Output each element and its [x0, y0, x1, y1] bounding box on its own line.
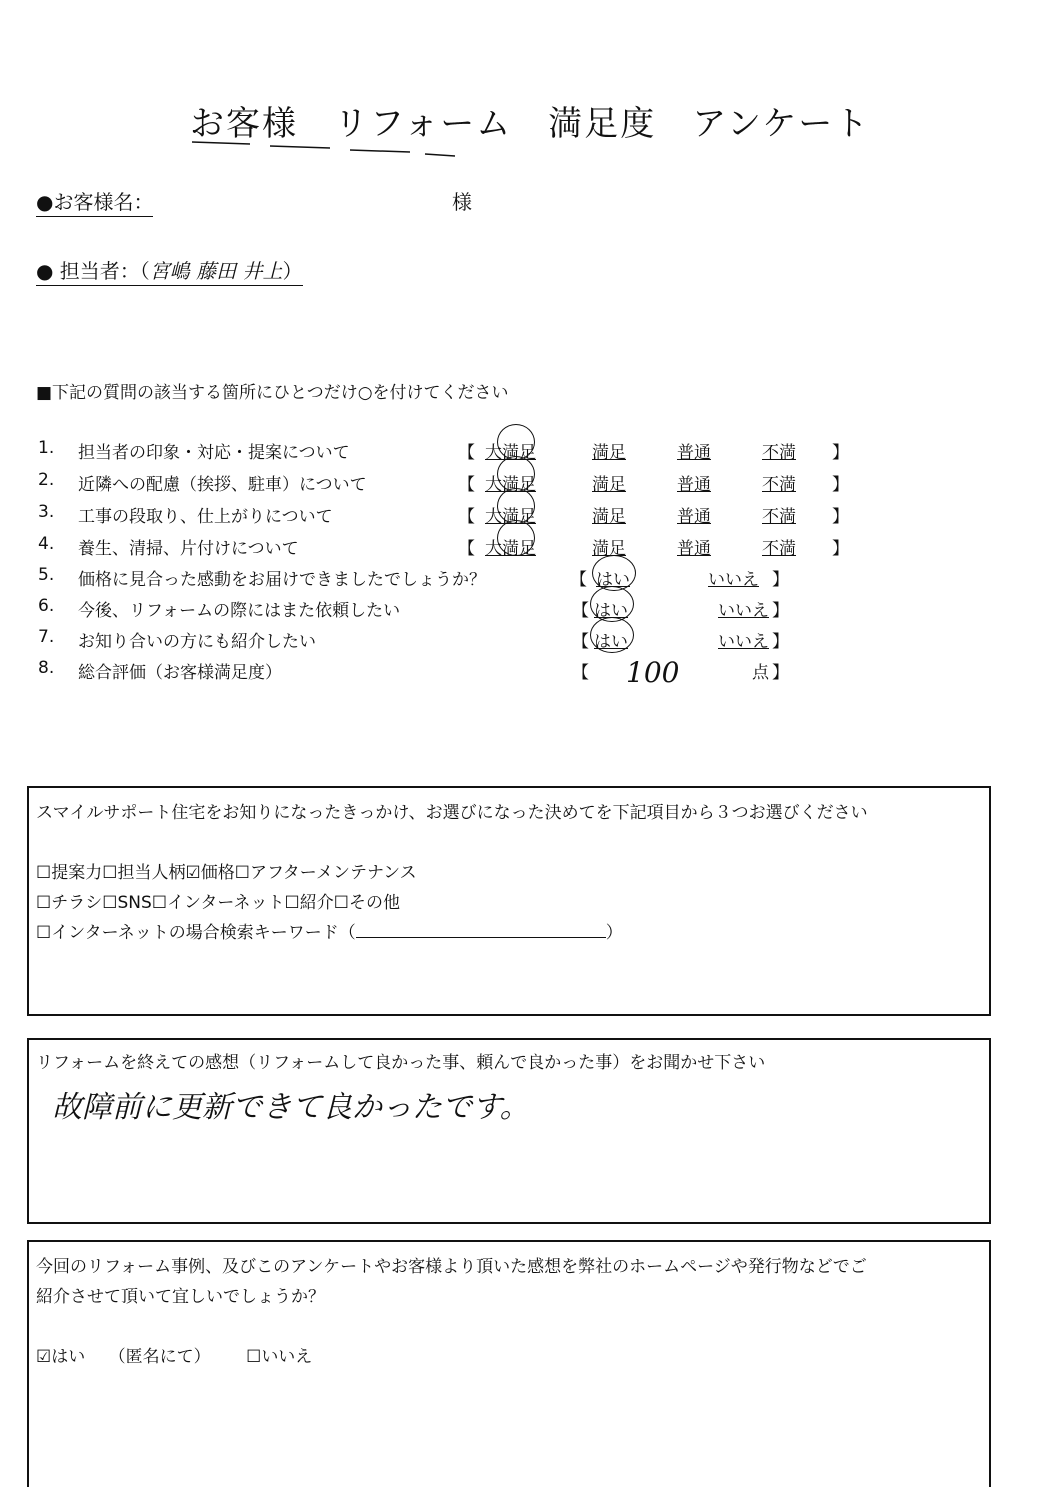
question-6-number: 6. — [38, 596, 55, 616]
keyword-label: インターネットの場合検索キーワード（ — [51, 923, 356, 943]
question-5-text: 価格に見合った感動をお届けできましたでしょうか？ — [78, 570, 486, 590]
staff-close: ） — [282, 259, 303, 283]
score-value: 100 — [626, 656, 680, 689]
question-3-option-2[interactable]: 満足 — [592, 507, 626, 527]
source-row2-checkbox-3[interactable]: ☐ — [151, 893, 168, 913]
source-row1-label-4: アフターメンテナンス — [250, 863, 417, 883]
question-2-number: 2. — [38, 470, 55, 490]
question-1-option-4[interactable]: 不満 — [762, 443, 796, 463]
question-3-selected-circle — [497, 488, 535, 524]
question-5-bracket-open: 【 — [570, 570, 587, 590]
question-2-option-3[interactable]: 普通 — [677, 475, 711, 495]
source-row1-checkbox-1[interactable]: ☐ — [36, 863, 52, 883]
source-options-row1 — [36, 858, 417, 883]
source-row2-checkbox-1[interactable]: ☐ — [36, 893, 52, 913]
question-3-bracket-open: 【 — [458, 507, 475, 527]
source-options-row2 — [36, 888, 400, 913]
question-1-option-3[interactable]: 普通 — [677, 443, 711, 463]
permission-heading-line2: 紹介させて頂いて宜しいでしょうか？ — [36, 1287, 325, 1307]
question-2-bracket-close: 】 — [832, 475, 849, 495]
question-2-text: 近隣への配慮（挨拶、駐車）について — [78, 475, 367, 495]
question-3-number: 3. — [38, 502, 55, 522]
question-7-text: お知り合いの方にも紹介したい — [78, 632, 316, 652]
customer-suffix: 様 — [452, 190, 472, 214]
question-1-bracket-close: 】 — [832, 443, 849, 463]
question-8-text: 総合評価（お客様満足度） — [78, 663, 282, 683]
source-row2-label-1: チラシ — [51, 893, 103, 913]
source-row1-checkbox-3[interactable]: ☑ — [185, 863, 201, 883]
permission-no-checkbox[interactable]: ☐ — [246, 1347, 262, 1367]
permission-options — [36, 1342, 312, 1367]
question-2-option-4[interactable]: 不満 — [762, 475, 796, 495]
question-3-text: 工事の段取り、仕上がりについて — [78, 507, 333, 527]
staff-field — [36, 255, 303, 284]
keyword-row — [36, 918, 623, 943]
question-6-option-yes[interactable]: はい — [594, 601, 628, 621]
permission-yes-label: はい — [51, 1347, 86, 1367]
question-7-option-no[interactable]: いいえ — [718, 632, 769, 652]
customer-name-label: ●お客様名： — [36, 190, 153, 217]
impression-answer: 故障前に更新できて良かったです。 — [52, 1090, 530, 1125]
source-row2-label-2: SNS — [117, 893, 152, 913]
question-4-number: 4. — [38, 534, 55, 554]
source-row2-checkbox-2[interactable]: ☐ — [102, 893, 118, 913]
question-4-bracket-close: 】 — [832, 539, 849, 559]
question-1-number: 1. — [38, 438, 55, 458]
question-2-selected-circle — [497, 456, 535, 492]
question-1-selected-circle — [497, 424, 535, 460]
customer-name-field — [36, 186, 153, 215]
question-7-bracket-open: 【 — [572, 632, 589, 652]
staff-label: ● 担当者：（ — [36, 259, 150, 283]
question-5-option-yes[interactable]: はい — [596, 570, 630, 590]
source-row1-label-3: 価格 — [200, 863, 235, 883]
source-row2-label-5: その他 — [349, 893, 401, 913]
permission-heading-line1: 今回のリフォーム事例、及びこのアンケートやお客様より頂いた感想を弊社のホームページや発行物などでご — [36, 1257, 867, 1277]
question-4-option-1[interactable]: 大満足 — [485, 539, 536, 559]
page-title: お客様 リフォーム 満足度 アンケート — [190, 104, 871, 144]
source-row1-checkbox-4[interactable]: ☐ — [234, 863, 250, 883]
question-5-bracket-close: 】 — [772, 570, 789, 590]
permission-yes-checkbox[interactable]: ☑ — [36, 1347, 52, 1367]
question-7-bracket-close: 】 — [772, 632, 789, 652]
question-8-number: 8. — [38, 658, 55, 678]
question-8-bracket-open: 【 — [572, 663, 589, 683]
question-4-option-2[interactable]: 満足 — [592, 539, 626, 559]
question-5-number: 5. — [38, 565, 55, 585]
question-4-selected-circle — [497, 520, 535, 556]
keyword-checkbox[interactable]: ☐ — [36, 923, 52, 943]
source-row1-checkbox-2[interactable]: ☐ — [102, 863, 118, 883]
source-row2-label-3: インターネット — [167, 893, 285, 913]
permission-no-label: いいえ — [261, 1347, 313, 1367]
question-7-option-yes[interactable]: はい — [594, 632, 628, 652]
question-3-option-4[interactable]: 不満 — [762, 507, 796, 527]
question-3-option-3[interactable]: 普通 — [677, 507, 711, 527]
question-3-bracket-close: 】 — [832, 507, 849, 527]
question-1-option-2[interactable]: 満足 — [592, 443, 626, 463]
question-4-text: 養生、清掃、片付けについて — [78, 539, 299, 559]
source-row2-label-4: 紹介 — [299, 893, 334, 913]
keyword-close: ） — [605, 923, 623, 943]
staff-handwritten-names: 宮嶋 藤田 井上 — [149, 259, 283, 283]
question-6-bracket-close: 】 — [772, 601, 789, 621]
source-heading: スマイルサポート住宅をお知りになったきっかけ、お選びになった決めてを下記項目から３つお選びください — [36, 803, 868, 823]
source-row2-checkbox-5[interactable]: ☐ — [333, 893, 350, 913]
keyword-input[interactable] — [356, 937, 606, 938]
source-row1-label-1: 提案力 — [51, 863, 103, 883]
question-7-number: 7. — [38, 627, 55, 647]
question-6-bracket-open: 【 — [572, 601, 589, 621]
question-7-selected-circle — [590, 617, 634, 653]
source-row1-label-2: 担当人柄 — [117, 863, 186, 883]
title-underline — [190, 140, 460, 160]
instruction-text: ■下記の質問の該当する箇所にひとつだけ○を付けてください — [36, 383, 509, 403]
question-8-bracket-close: 】 — [772, 663, 789, 683]
question-4-option-3[interactable]: 普通 — [677, 539, 711, 559]
question-1-option-1[interactable]: 大満足 — [485, 443, 536, 463]
impression-heading: リフォームを終えての感想（リフォームして良かった事、頼んで良かった事）をお聞かせ下さい — [36, 1053, 766, 1073]
question-6-option-no[interactable]: いいえ — [718, 601, 769, 621]
source-row2-checkbox-4[interactable]: ☐ — [284, 893, 300, 913]
question-2-option-1[interactable]: 大満足 — [485, 475, 536, 495]
question-1-bracket-open: 【 — [458, 443, 475, 463]
question-2-bracket-open: 【 — [458, 475, 475, 495]
score-unit: 点 — [752, 663, 769, 683]
question-4-bracket-open: 【 — [458, 539, 475, 559]
question-2-option-2[interactable]: 満足 — [592, 475, 626, 495]
question-3-option-1[interactable]: 大満足 — [485, 507, 536, 527]
question-5-option-no[interactable]: いいえ — [708, 570, 759, 590]
question-6-text: 今後、リフォームの際にはまた依頼したい — [78, 601, 401, 621]
question-1-text: 担当者の印象・対応・提案について — [78, 443, 350, 463]
permission-yes-note: （匿名にて） — [108, 1347, 211, 1367]
question-4-option-4[interactable]: 不満 — [762, 539, 796, 559]
